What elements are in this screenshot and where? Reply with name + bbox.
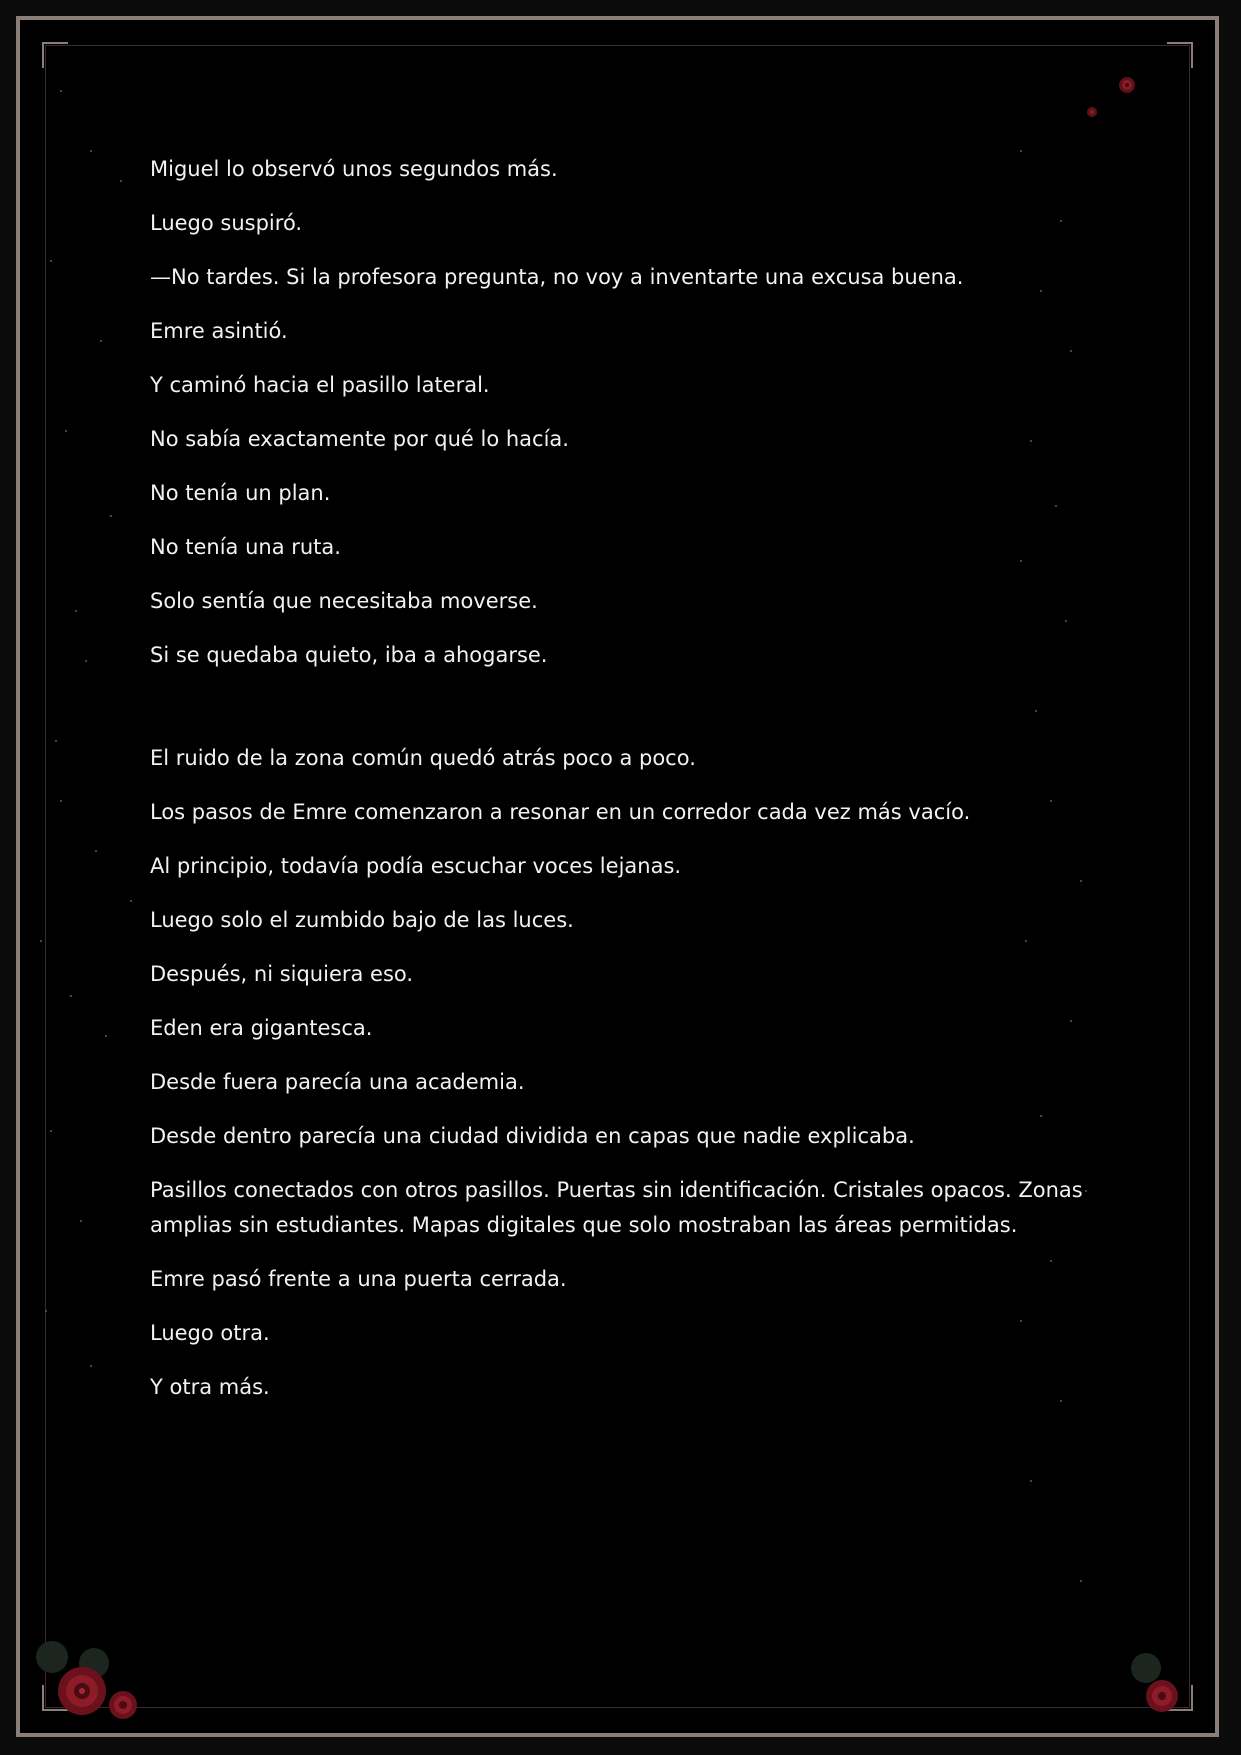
story-text (150, 152, 1090, 1424)
paragraph: Y caminó hacia el pasillo lateral. (150, 373, 490, 397)
paragraph: Desde dentro parecía una ciudad dividida en capas que nadie explicaba. (150, 1124, 915, 1148)
paragraph: Luego solo el zumbido bajo de las luces. (150, 908, 574, 932)
paragraph: Luego suspiró. (150, 211, 303, 235)
document-page (16, 16, 1219, 1737)
rose-icon (1086, 106, 1098, 118)
paragraph: El ruido de la zona común quedó atrás poco a poco. (150, 746, 696, 770)
paragraph: No tenía una ruta. (150, 535, 341, 559)
paragraph: No tenía un plan. (150, 481, 331, 505)
paragraph: No sabía exactamente por qué lo hacía. (150, 427, 569, 451)
paragraph: Pasillos conectados con otros pasillos. Puertas sin identificación. Cristales opacos. Zonas amplias sin estudiantes. Mapas digitales que solo mostraban las áreas permitidas. (150, 1178, 1083, 1237)
paragraph: Desde fuera parecía una academia. (150, 1070, 525, 1094)
star-icon (40, 940, 42, 942)
rose-cluster-bottom-right (1124, 1650, 1194, 1720)
paragraph: Solo sentía que necesitaba moverse. (150, 589, 538, 613)
corner-ornament-top-right (1167, 42, 1193, 68)
paragraph: Eden era gigantesca. (150, 1016, 373, 1040)
paragraph: Si se quedaba quieto, iba a ahogarse. (150, 643, 548, 667)
paragraph: Luego otra. (150, 1321, 270, 1345)
paragraph: Después, ni siquiera eso. (150, 962, 414, 986)
paragraph: Emre asintió. (150, 319, 288, 343)
paragraph: Emre pasó frente a una puerta cerrada. (150, 1267, 567, 1291)
rose-icon (1118, 76, 1136, 94)
paragraph: Miguel lo observó unos segundos más. (150, 157, 558, 181)
paragraph: —No tardes. Si la profesora pregunta, no voy a inventarte una excusa buena. (150, 265, 964, 289)
paragraph: Al principio, todavía podía escuchar voces lejanas. (150, 854, 682, 878)
paragraph: Los pasos de Emre comenzaron a resonar en un corredor cada vez más vacío. (150, 800, 971, 824)
paragraph: Y otra más. (150, 1375, 270, 1399)
rose-cluster-bottom-left (34, 1635, 144, 1725)
corner-ornament-top-left (42, 42, 68, 68)
